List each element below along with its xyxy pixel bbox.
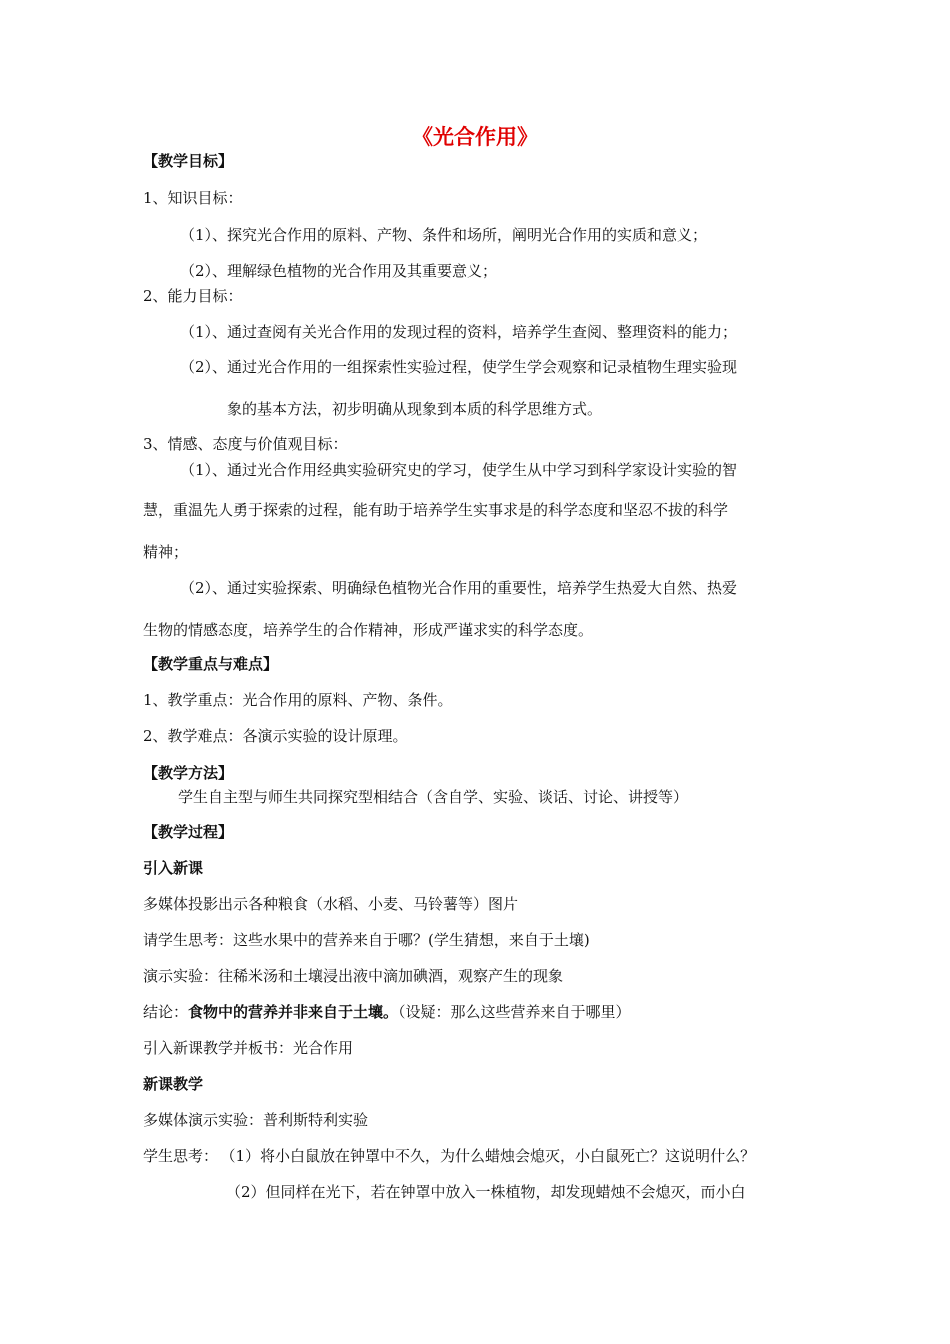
conclusion-line (143, 1002, 631, 1022)
ability-item-2-cont: 象的基本方法，初步明确从现象到本质的科学思维方式。 (227, 400, 603, 418)
knowledge-label: 1、知识目标： (143, 189, 243, 207)
emotion-line-5: 生物的情感态度，培养学生的合作精神，形成严谨求实的科学态度。 (143, 621, 594, 639)
new-lesson-demo: 多媒体演示实验：普利斯特利实验 (143, 1111, 369, 1129)
emotion-line-2: 慧，重温先人勇于探索的过程，能有助于培养学生实事求是的科学态度和坚忍不拔的科学 (143, 501, 729, 519)
think-label: 学生思考： (143, 1147, 219, 1165)
knowledge-item-1: （1）、探究光合作用的原料、产物、条件和场所，阐明光合作用的实质和意义； (180, 226, 708, 244)
objectives-heading: 【教学目标】 (143, 152, 234, 170)
new-lesson-heading: 新课教学 (143, 1075, 204, 1093)
method-heading: 【教学方法】 (143, 764, 234, 782)
emotion-label: 3、情感、态度与价值观目标： (143, 435, 348, 453)
intro-heading: 引入新课 (143, 859, 204, 877)
board-line: 引入新课教学并板书：光合作用 (143, 1039, 354, 1057)
method-text: 学生自主型与师生共同探究型相结合（含自学、实验、谈话、讨论、讲授等） (178, 788, 689, 806)
process-heading: 【教学过程】 (143, 823, 234, 841)
conclusion-rest: （设疑：那么这些营养来自于哪里） (398, 1003, 631, 1021)
question-1: （1）将小白鼠放在钟罩中不久，为什么蜡烛会熄灭，小白鼠死亡？这说明什么？ (228, 1147, 756, 1165)
document-title: 《光合作用》 (412, 125, 538, 149)
intro-line-3: 演示实验：往稀米汤和土壤浸出液中滴加碘酒，观察产生的现象 (143, 967, 564, 985)
knowledge-item-2: （2）、理解绿色植物的光合作用及其重要意义； (180, 262, 498, 280)
think-line (143, 1146, 755, 1166)
ability-item-1: （1）、通过查阅有关光合作用的发现过程的资料，培养学生查阅、整理资料的能力； (180, 323, 738, 341)
ability-item-2: （2）、通过光合作用的一组探索性实验过程，使学生学会观察和记录植物生理实验现 (180, 358, 738, 376)
ability-label: 2、能力目标： (143, 287, 243, 305)
intro-line-2: 请学生思考：这些水果中的营养来自于哪？(学生猜想，来自于土壤) (143, 931, 590, 949)
key-point-2: 2、教学难点：各演示实验的设计原理。 (143, 727, 408, 745)
conclusion-label: 结论： (143, 1003, 189, 1021)
conclusion-bold: 食物中的营养并非来自于土壤。 (188, 1003, 399, 1021)
emotion-line-4: （2）、通过实验探索、明确绿色植物光合作用的重要性，培养学生热爱大自然、热爱 (180, 579, 738, 597)
emotion-line-3: 精神； (143, 543, 189, 561)
intro-line-1: 多媒体投影出示各种粮食（水稻、小麦、马铃薯等）图片 (143, 895, 519, 913)
key-points-heading: 【教学重点与难点】 (143, 655, 279, 673)
question-2: （2）但同样在光下，若在钟罩中放入一株植物，却发现蜡烛不会熄灭，而小白 (226, 1183, 746, 1201)
key-point-1: 1、教学重点：光合作用的原料、产物、条件。 (143, 691, 453, 709)
emotion-line-1: （1）、通过光合作用经典实验研究史的学习，使学生从中学习到科学家设计实验的智 (180, 461, 738, 479)
